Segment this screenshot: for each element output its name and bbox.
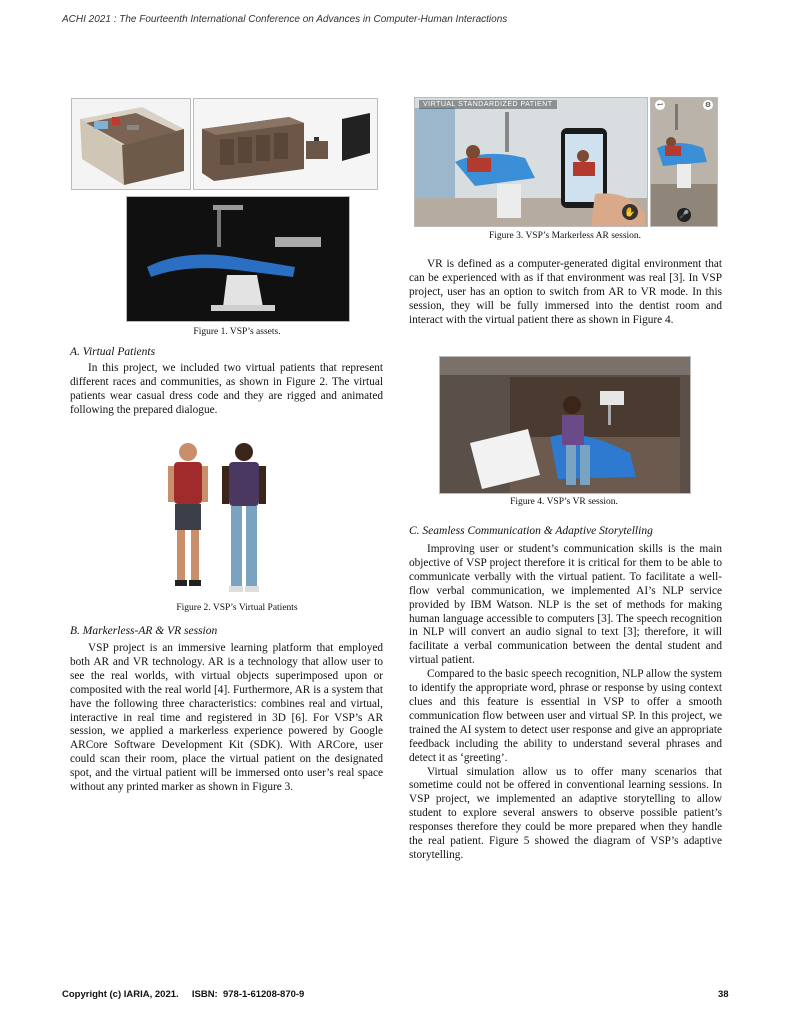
settings-icon[interactable]: ⚙ — [704, 101, 712, 109]
section-c-paragraph-3: Virtual simulation allow us to offer many scenarios that sometime could not be offered in conventional learning sessions. In VSP project, we implemented an adaptive storytelling to allow student to explore several answers to observe possible patient’s responses therefore they could be more prepared when they handle the real patient. Figure 5 showed the diagram of VSP’s adaptive storytelling. — [409, 765, 722, 861]
section-c-paragraph-2: Compared to the basic speech recognition, NLP allow the system to identify the appropriate word, phrase or response by using context clues and this feature is essential in VSP to offer a smooth communication flow between user and virtual SP. In this project, we trained the AI system to detect user response and give an appropriate feedback including the ability to understand several phrases and detect it as ‘greeting’. — [409, 668, 722, 764]
figure-4-vr-scene-image — [439, 356, 691, 494]
figure-2-patients-image — [160, 438, 272, 598]
section-b-body — [70, 642, 383, 795]
figure-2-caption: Figure 2. VSP’s Virtual Patients — [176, 603, 298, 613]
figure-1-room-image — [71, 98, 191, 190]
back-icon[interactable]: ↩ — [655, 100, 665, 110]
section-c-body — [409, 543, 722, 863]
section-c-title: C. Seamless Communication & Adaptive Storytelling — [409, 525, 653, 537]
figure-1-cabinets-image — [193, 98, 378, 190]
section-c-paragraph-1: Improving user or student’s communication skills is the main objective of VSP project therefore it is critical for them to be able to communicate verbally with the virtual patient. To facilitate a well-flow verbal communication, we implemented AI’s NLP service provided by IBM Watson. NLP is the set of methods for making human language accessible to computers [3]. The speech recognition in NLP will convert an audio signal to text [3]; therefore, it will facilitate a verbal communication between the dental student and virtual patient. — [409, 543, 722, 667]
vr-definition-body — [409, 258, 722, 328]
figure-1-caption: Figure 1. VSP’s assets. — [193, 327, 281, 337]
section-b-title: B. Markerless-AR & VR session — [70, 625, 218, 637]
figure-3-banner: VIRTUAL STANDARDIZED PATIENT — [419, 100, 557, 109]
section-a-title: A. Virtual Patients — [70, 346, 156, 358]
figure-4-caption: Figure 4. VSP’s VR session. — [510, 497, 618, 507]
figure-1-dental-chair-image — [126, 196, 350, 322]
section-a-paragraph: In this project, we included two virtual patients that represent different races and communities, as shown in Figure 2. The virtual patients wear casual dress code and they are rigged and animated following the prepared dialogue. — [70, 362, 383, 416]
hand-icon: ✋ — [622, 204, 638, 220]
figure-3-caption: Figure 3. VSP’s Markerless AR session. — [488, 231, 642, 241]
footer-copyright: Copyright (c) IARIA, 2021. ISBN: 978-1-61208-870-9 — [62, 989, 305, 1000]
figure-3-ar-scene-image — [414, 97, 648, 227]
vr-definition-paragraph: VR is defined as a computer-generated digital environment that can be experienced with as if that environment was real [3]. In VSP project, user has an option to switch from AR to VR mode. In this session, they will be fully immersed into the dentist room and interact with the virtual patient there as shown in Figure 4. — [409, 258, 722, 326]
section-a-body — [70, 362, 383, 418]
page-number: 38 — [718, 989, 729, 1000]
section-b-paragraph: VSP project is an immersive learning platform that employed both AR and VR technology. AR is a technology that allow user to see the real worlds, with virtual objects superimposed upon or composited with the real world [4]. Furthermore, AR is a system that have the following three characteristics: combines real and virtual, interactive in real time and registered in 3D [6]. For VSP’s AR session, we applied a markerless experience powered by Google ARCore Software Development Kit (SDK). With ARCore, user could scan their room, place the virtual patient on the designated spot, and the virtual patient will be immersed onto user’s real space without any printed marker as shown in Figure 3. — [70, 642, 383, 794]
microphone-icon[interactable]: 🎤 — [677, 208, 691, 222]
figure-3-phone-screen-image — [650, 97, 718, 227]
running-header: ACHI 2021 : The Fourteenth International Conference on Advances in Computer-Human Interactions — [62, 14, 508, 25]
